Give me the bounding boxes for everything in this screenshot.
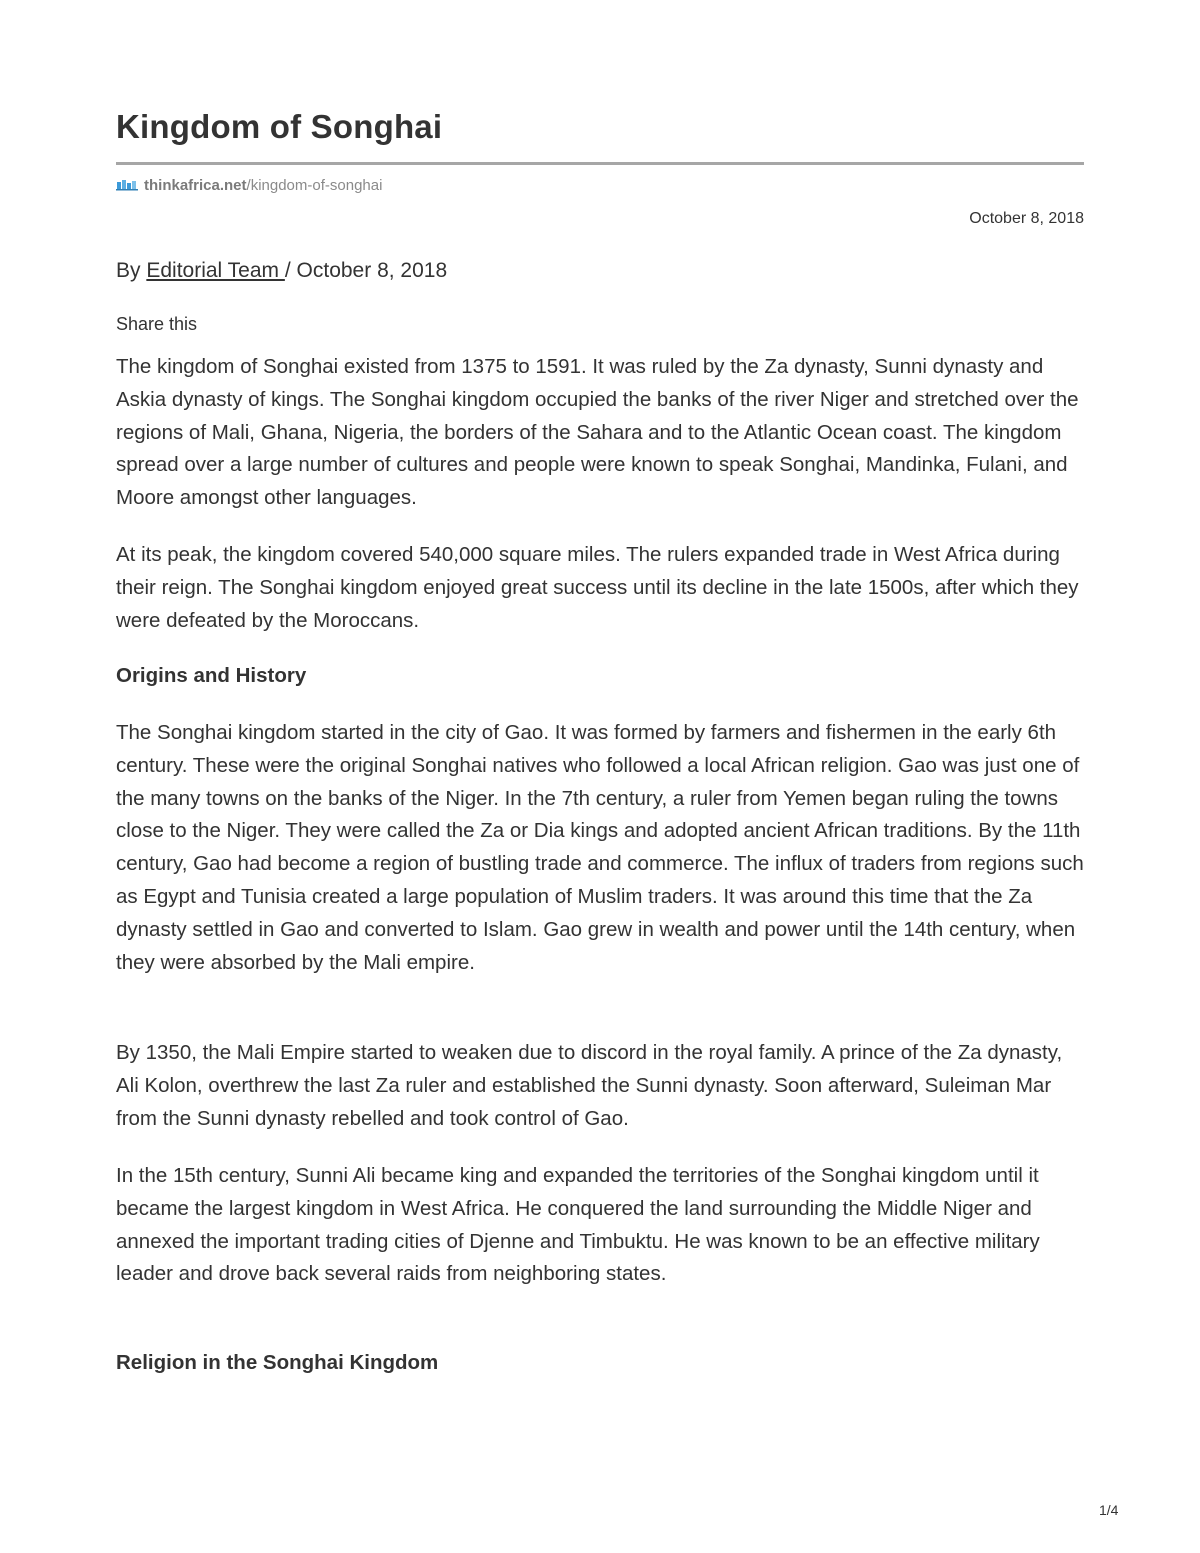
source-domain[interactable]: thinkafrica.net xyxy=(144,176,247,194)
title-divider xyxy=(116,162,1084,165)
source-link[interactable] xyxy=(116,175,382,195)
heading-religion: Religion in the Songhai Kingdom xyxy=(116,1351,439,1374)
page-number: 1/4 xyxy=(1099,1502,1119,1518)
paragraph-mali-decline: By 1350, the Mali Empire started to weaken due to discord in the royal family. A prince of the Za dynasty, Ali Kolon, overthrew the last Za ruler and established the Sunni dynasty. Soon afterward, Suleiman Mar from the Sunni dynasty rebelled and took control of Gao. xyxy=(116,1041,1063,1130)
paragraph-sunni-ali: In the 15th century, Sunni Ali became king and expanded the territories of the Songhai kingdom until it became the largest kingdom in West Africa. He conquered the land surrounding the Middle Niger and annexed the important trading cities of Djenne and Timbuktu. He was known to be an effective military leader and drove back several raids from neighboring states. xyxy=(116,1164,1040,1286)
byline-date: / October 8, 2018 xyxy=(284,259,448,282)
paragraph-intro: The kingdom of Songhai existed from 1375 to 1591. It was ruled by the Za dynasty, Sunni dynasty and Askia dynasty of kings. The Songhai kingdom occupied the banks of the river Niger and stretched over the regions of Mali, Ghana, Nigeria, the borders of the Sahara and to the Atlantic Ocean coast. The kingdom spread over a large number of cultures and people were known to speak Songhai, Mandinka, Fulani, and Moore amongst other languages. xyxy=(116,355,1079,510)
paragraph-peak: At its peak, the kingdom covered 540,000 square miles. The rulers expanded trade in West Africa during their reign. The Songhai kingdom enjoyed great success until its decline in the late 1500s, after which they were defeated by the Moroccans. xyxy=(116,543,1079,632)
header-date: October 8, 2018 xyxy=(969,210,1084,227)
byline-prefix: By xyxy=(116,259,147,282)
paragraph-origins: The Songhai kingdom started in the city of Gao. It was formed by farmers and fishermen in the early 6th century. These were the original Songhai natives who followed a local African religion. Gao was just one of the many towns on the banks of the Niger. In the 7th century, a ruler from Yemen began ruling the towns close to the Niger. They were called the Za or Dia kings and adopted ancient African traditions. By the 11th century, Gao had become a region of bustling trade and commerce. The influx of traders from regions such as Egypt and Tunisia created a large population of Muslim traders. It was around this time that the Za dynasty settled in Gao and converted to Islam. Gao grew in wealth and power until the 14th century, when they were absorbed by the Mali empire. xyxy=(116,721,1084,974)
source-path[interactable]: /kingdom-of-songhai xyxy=(246,176,383,194)
author-link[interactable]: Editorial Team xyxy=(146,259,285,282)
heading-origins-history: Origins and History xyxy=(116,664,307,687)
page-title: Kingdom of Songhai xyxy=(116,108,443,145)
site-favicon-icon xyxy=(116,179,138,191)
byline xyxy=(116,259,447,283)
share-label: Share this xyxy=(116,314,198,334)
